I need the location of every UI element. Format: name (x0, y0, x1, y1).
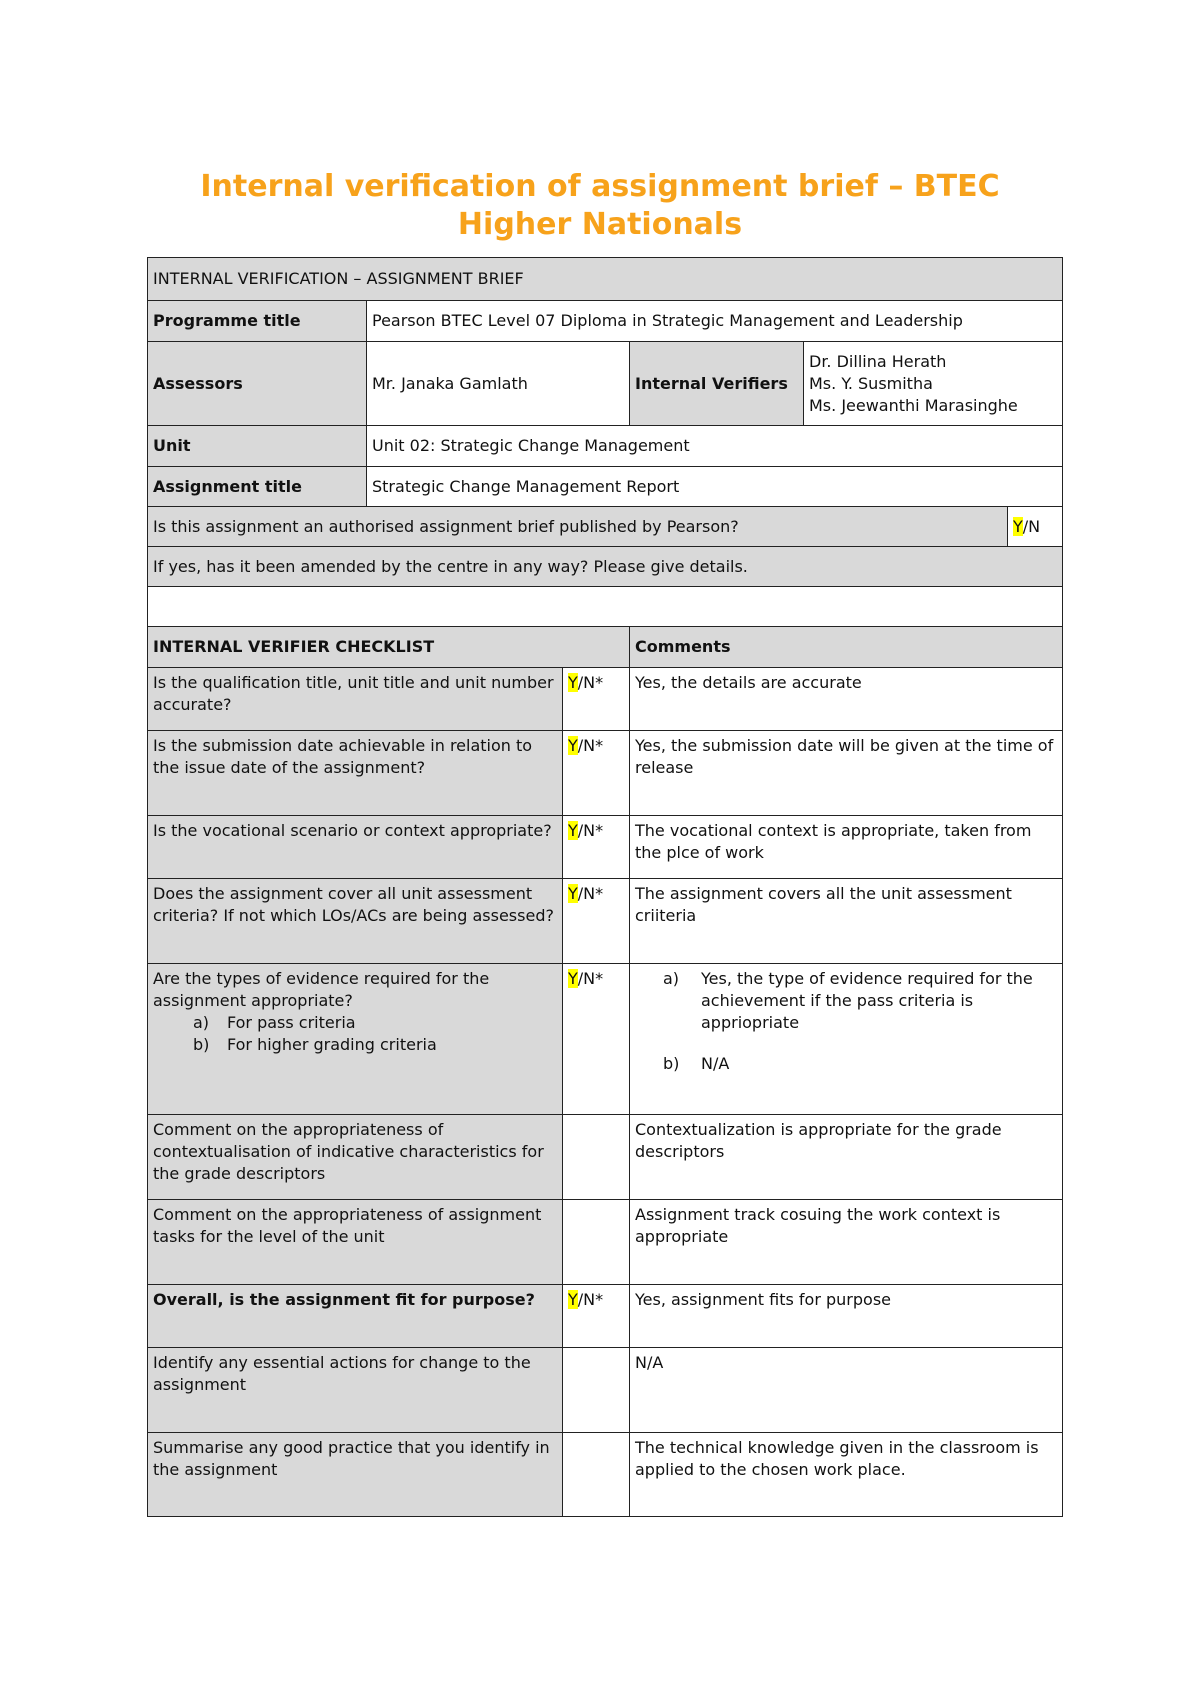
checklist-question: Is the submission date achievable in relation to the issue date of the assignment? (148, 731, 563, 816)
checklist-comment: a) Yes, the type of evidence required for the achievement if the pass criteria is appriopriate b) N/A (630, 964, 1063, 1115)
checklist-row (148, 816, 1063, 879)
verification-table: INTERNAL VERIFICATION – ASSIGNMENT BRIEF Programme title Pearson BTEC Level 07 Diploma in Strategic Management and Leadership Assessors Mr. Janaka Gamlath Internal Verifiers Dr. Dillina Herath Ms. Y. Susmitha Ms. Jeewanthi Marasinghe Unit Unit 02: Strategic Change Management Assignment title Strategic Change Management Report Is this assignment an authorised assignment brief published by Pearson? Y/N If yes, has it been amended by the centre in any way? Please give details. INTERNAL VERIFIER CHECKLIST Comments Is the qualification title, unit title and unit number accurate? Y/N* Yes, the details are accurate Is the submission date achievable in relation to the issue date of the assignment? Y/N* Yes, the submission date will be given at the time of release Is the vocational scenario or context appropriate? Y/N* The vocational context is appropriate, taken from the plce of work Does the assignment cover all unit assessment criteria? If not which LOs/ACs are being assessed? Y/N* The assignment covers all the unit assessment criiteria Are the types of evidence required for the assignment appropriate? a) For pass criteria b) For higher grading criteria Y/N* a) Yes, the type of evidence required for the achievement if the pass criteria is appriopriate b) N/A Comment on the appropriateness of contextualisation of indicative characteristics for the grade descriptors Contextualization is appropriate for the grade descriptors Comment on the appropriateness of assignment tasks for the level of the unit Assignment track cosuing the work context is appropriate Overall, is the assignment fit for purpose? Y/N* Yes, assignment fits for purpose Identify any essential actions for change to the assignment N/A Summarise any good practice that you identify in the assignment The technical knowledge given in the classroom is applied to the chosen work place. (147, 257, 1063, 1517)
checklist-comment: Yes, the submission date will be given at the time of release (630, 731, 1063, 816)
yn-answer (563, 1200, 630, 1285)
checklist-question: Comment on the appropriateness of contextualisation of indicative characteristics for the grade descriptors (148, 1115, 563, 1200)
checklist-question: Does the assignment cover all unit assessment criteria? If not which LOs/ACs are being assessed? (148, 879, 563, 964)
page-title: Internal verification of assignment brief – BTEC Higher Nationals (200, 169, 1000, 242)
programme-value: Pearson BTEC Level 07 Diploma in Strategic Management and Leadership (367, 301, 1063, 342)
yn-answer: Y/N (1008, 507, 1063, 547)
checklist-row (148, 731, 1063, 816)
checklist-question: Comment on the appropriateness of assignment tasks for the level of the unit (148, 1200, 563, 1285)
checklist-row (148, 1200, 1063, 1285)
checklist-row (148, 668, 1063, 731)
section-header: INTERNAL VERIFICATION – ASSIGNMENT BRIEF (148, 258, 1063, 301)
yn-answer: Y/N* (563, 668, 630, 731)
yn-answer: Y/N* (563, 1285, 630, 1348)
checklist-question: Identify any essential actions for change to the assignment (148, 1348, 563, 1433)
yn-answer (563, 1115, 630, 1200)
checklist-comment: Yes, the details are accurate (630, 668, 1063, 731)
checklist-row (148, 1115, 1063, 1200)
checklist-comment: Assignment track cosuing the work context is appropriate (630, 1200, 1063, 1285)
checklist-question: Are the types of evidence required for the assignment appropriate? a) For pass criteria b) For higher grading criteria (148, 964, 563, 1115)
checklist-row (148, 879, 1063, 964)
checklist-question: Summarise any good practice that you identify in the assignment (148, 1433, 563, 1517)
yn-answer: Y/N* (563, 964, 630, 1115)
yn-answer: Y/N* (563, 731, 630, 816)
checklist-comment: Yes, assignment fits for purpose (630, 1285, 1063, 1348)
assessors-value: Mr. Janaka Gamlath (367, 342, 630, 426)
verifiers-value: Dr. Dillina Herath Ms. Y. Susmitha Ms. Jeewanthi Marasinghe (804, 342, 1063, 426)
checklist-question: Is the qualification title, unit title and unit number accurate? (148, 668, 563, 731)
checklist-row (148, 964, 1063, 1115)
yn-answer: Y/N* (563, 879, 630, 964)
checklist-question: Overall, is the assignment fit for purpose? (148, 1285, 563, 1348)
checklist-comment: The technical knowledge given in the classroom is applied to the chosen work place. (630, 1433, 1063, 1517)
checklist-row (148, 1285, 1063, 1348)
yn-answer: Y/N* (563, 816, 630, 879)
yn-answer (563, 1433, 630, 1517)
yn-answer (563, 1348, 630, 1433)
checklist-comment: N/A (630, 1348, 1063, 1433)
checklist-question: Is the vocational scenario or context appropriate? (148, 816, 563, 879)
checklist-comment: The vocational context is appropriate, taken from the plce of work (630, 816, 1063, 879)
amend-details (148, 587, 1063, 627)
checklist-row (148, 1348, 1063, 1433)
checklist-comment: Contextualization is appropriate for the grade descriptors (630, 1115, 1063, 1200)
checklist-comment: The assignment covers all the unit assessment criiteria (630, 879, 1063, 964)
checklist-row (148, 1433, 1063, 1517)
